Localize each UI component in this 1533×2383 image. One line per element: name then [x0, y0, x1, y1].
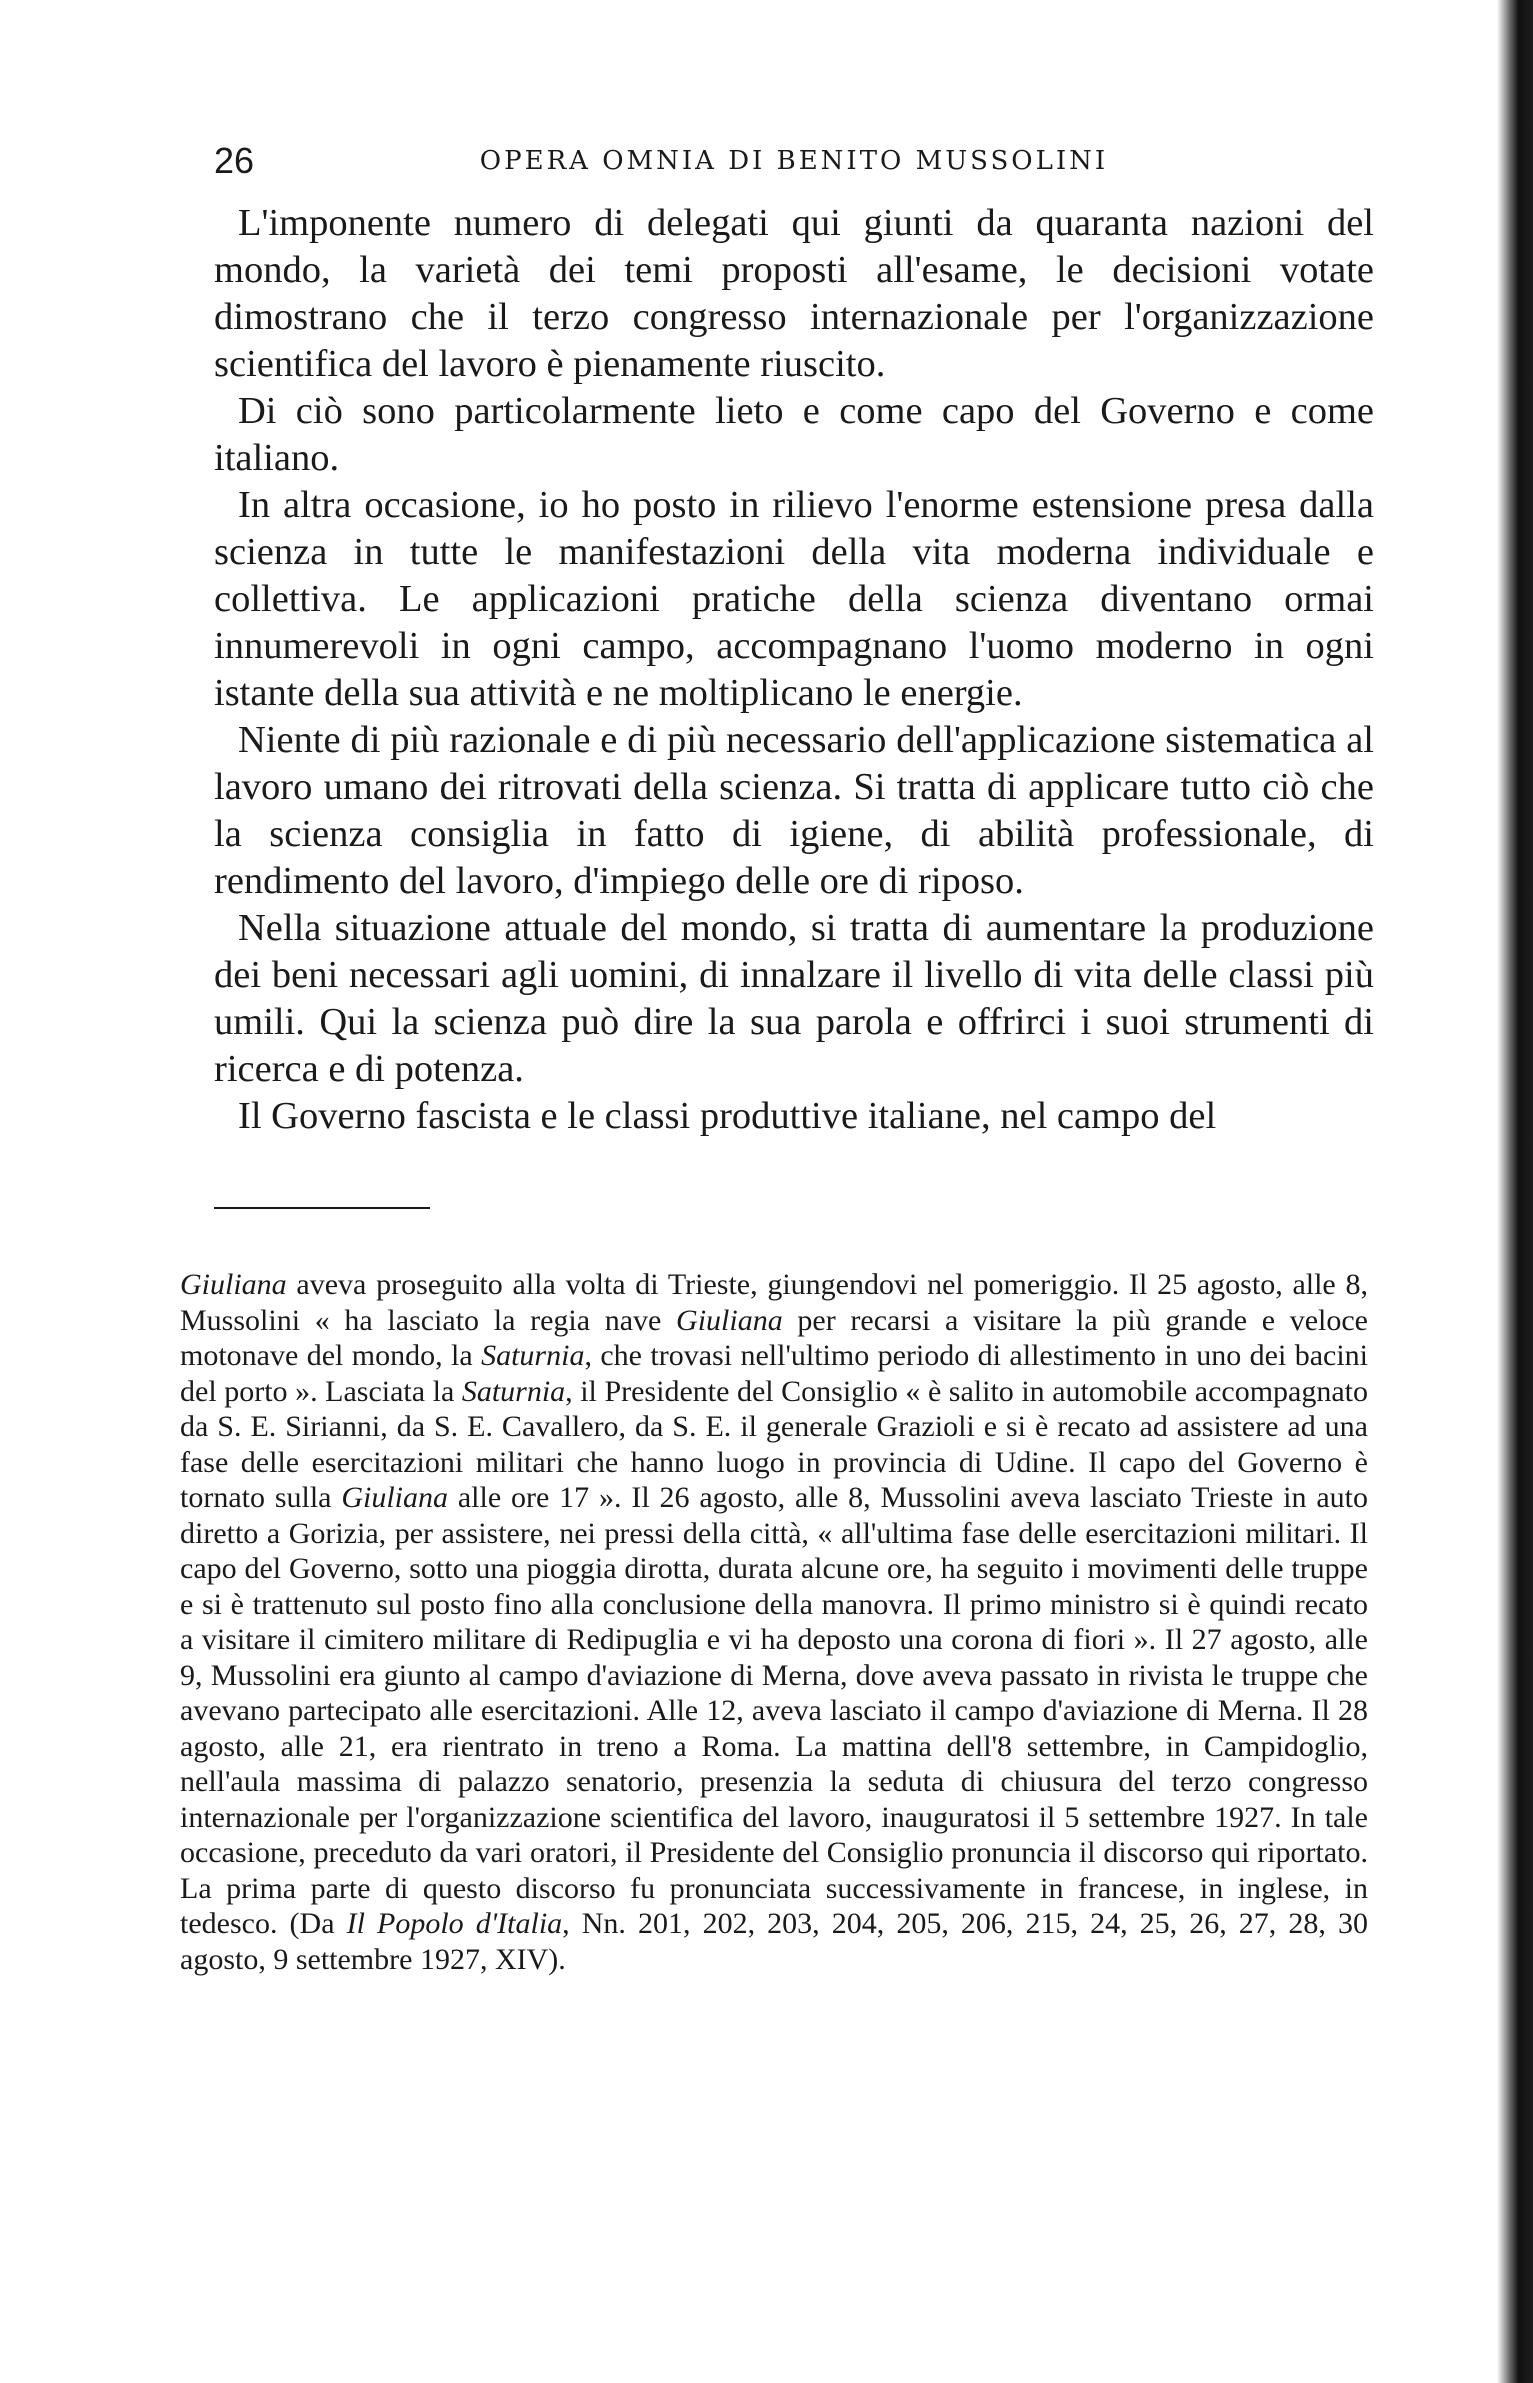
footnote-text: aveva proseguito alla volta di Trieste, giungendovi nel pomeriggio. Il 25 agosto, alle 8, Mussolini « ha lasciato la regia nave — [180, 1268, 1368, 1337]
paragraph: L'imponente numero di delegati qui giunti da quaranta nazioni del mondo, la varietà dei temi proposti all'esame, le decisioni votate dimostrano che il terzo congresso internazionale per l'organizzazione scientifica del lavoro è pienamente riuscito. — [214, 202, 1374, 385]
footnote-italic: Giuliana — [676, 1303, 783, 1337]
paragraph: In altra occasione, io ho posto in rilievo l'enorme estensione presa dalla scienza in tutte le manifestazioni della vita moderna individuale e collettiva. Le applicazioni pratiche della scienza diventano ormai innumerevoli in ogni campo, accompagnano l'uomo moderno in ogni istante della sua attività e ne moltiplicano le energie. — [214, 484, 1374, 714]
footnote-italic: Giuliana — [341, 1481, 448, 1514]
footnote-italic: Il Popolo d'Italia — [346, 1907, 563, 1940]
main-text — [214, 200, 1374, 1140]
footnote-text: , il Presidente del Consiglio « è salito in automobile accompagnato da S. E. Sirianni, da S. E. Cavallero, da S. E. il generale Grazioli e si è recato ad assistere ad una fase delle esercitazioni militari che hanno luogo in provincia di Udine. Il capo del Governo è tornato sulla — [180, 1374, 1369, 1514]
footnote — [180, 1267, 1368, 1977]
paragraph: Di ciò sono particolarmente lieto e come capo del Governo e come italiano. — [214, 390, 1374, 479]
page-header — [214, 138, 1374, 188]
paragraph: Nella situazione attuale del mondo, si tratta di aumentare la produzione dei beni necessari agli uomini, di innalzare il livello di vita delle classi più umili. Qui la scienza può dire la sua parola e offrirci i suoi strumenti di ricerca e di potenza. — [214, 907, 1374, 1090]
page-number: 26 — [214, 140, 255, 181]
paragraph: Niente di più razionale e di più necessario dell'applicazione sistematica al lavoro umano dei ritrovati della scienza. Si tratta di applicare tutto ciò che la scienza consiglia in fatto di igiene, di abilità professionale, di rendimento del lavoro, d'impiego delle ore di riposo. — [214, 719, 1374, 902]
footnote-text: alle ore 17 ». Il 26 agosto, alle 8, Mussolini aveva lasciato Trieste in auto diretto a Gorizia, per assistere, nei pressi della città, « all'ultima fase delle esercitazioni militari. Il capo del Governo, sotto una pioggia dirotta, durata alcune ore, ha seguito i movimenti delle truppe e si è trattenuto sul posto fino alla conclusione della manovra. Il primo ministro si è quindi recato a visitare il cimitero militare di Redipuglia e vi ha deposto una corona di fiori ». Il 27 agosto, alle 9, Mussolini era giunto al campo d'aviazione di Merna, dove aveva passato in rivista le truppe che avevano partecipato alle esercitazioni. Alle 12, aveva lasciato il campo d'aviazione di Merna. Il 28 agosto, alle 21, era rientrato in treno a Roma. La mattina dell'8 settembre, in Campidoglio, nell'aula massima di palazzo senatorio, presenzia la seduta di chiusura del terzo congresso internazionale per l'organizzazione scientifica del lavoro, inauguratosi il 5 settembre 1927. In tale occasione, preceduto da vari oratori, il Presidente del Consiglio pronuncia il discorso qui riportato. La prima parte di questo discorso fu pronunciata successivamente in francese, in inglese, in tedesco. (Da — [180, 1481, 1368, 1940]
footnote-text: per recarsi a visitare la più grande e veloce motonave del mondo, la — [180, 1303, 1368, 1372]
footnote-italic: Saturnia — [481, 1339, 585, 1372]
footnote-separator — [214, 1207, 430, 1209]
paragraph: Il Governo fascista e le classi produttive italiane, nel campo del — [238, 1095, 1217, 1137]
page-edge-shadow — [1497, 0, 1533, 2383]
footnote-italic: Giuliana — [180, 1268, 287, 1301]
running-title: OPERA OMNIA DI BENITO MUSSOLINI — [479, 146, 1109, 176]
footnote-text: , Nn. 201, 202, 203, 204, 205, 206, 215, 24, 25, 26, 27, 28, 30 agosto, 9 settembre 1927, XIV). — [180, 1907, 1368, 1976]
footnote-text: , che trovasi nell'ultimo periodo di allestimento in uno dei bacini del porto ». Lasciata la — [180, 1339, 1368, 1408]
footnote-italic: Saturnia — [461, 1374, 566, 1408]
